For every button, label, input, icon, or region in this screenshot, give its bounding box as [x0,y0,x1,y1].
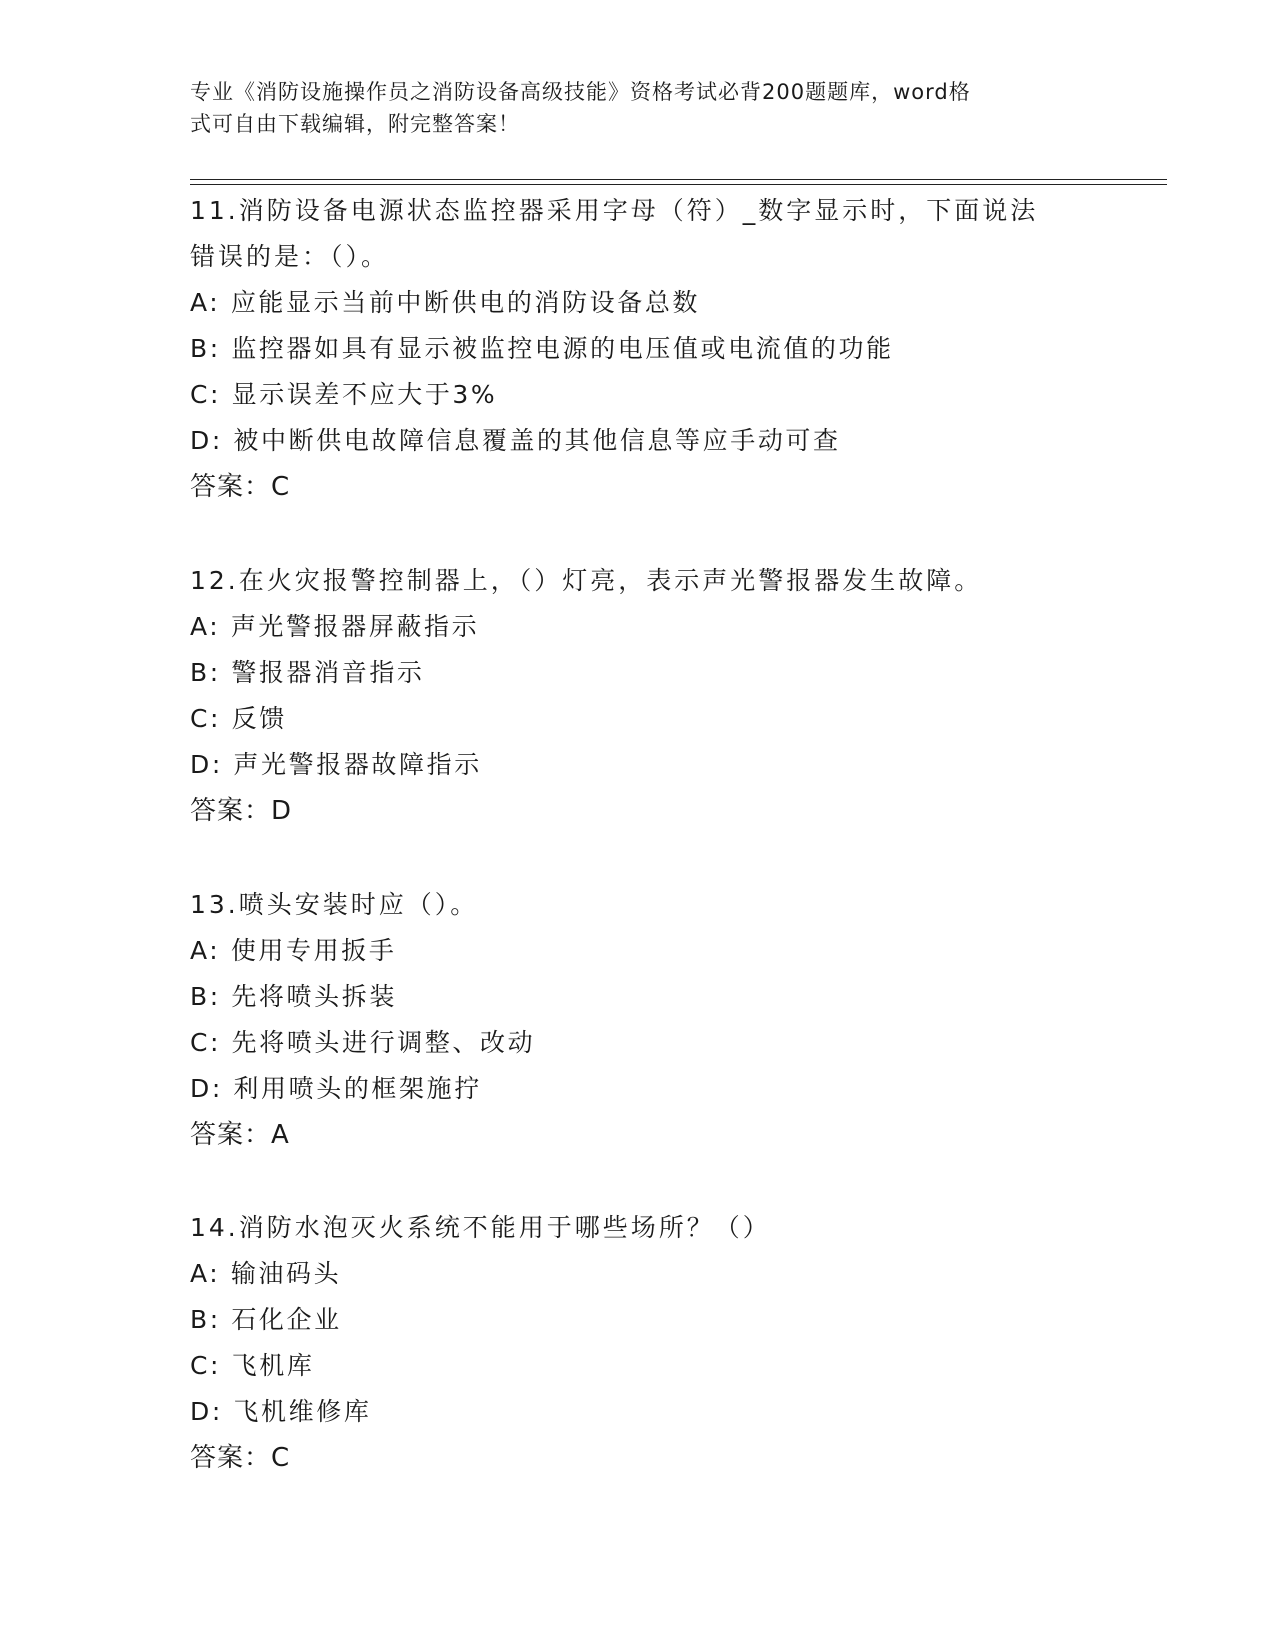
option-c: C: 显示误差不应大于3% [190,380,498,409]
document-header [190,76,1090,140]
option-c: C: 反馈 [190,704,287,733]
answer: 答案：C [190,1443,291,1473]
header-line-1: 专业《消防设施操作员之消防设备高级技能》资格考试必背200题题库，word格 [190,80,971,104]
question-11 [190,188,1090,510]
question-stem: 13.喷头安装时应（）。 [190,890,479,919]
question-13 [190,882,1090,1158]
answer: 答案：C [190,472,291,502]
answer: 答案：A [190,1120,290,1150]
question-stem: 12.在火灾报警控制器上，（）灯亮，表示声光警报器发生故障。 [190,566,983,595]
header-divider-bottom [190,184,1167,185]
option-a: A: 使用专用扳手 [190,936,397,965]
header-divider-top [190,179,1167,180]
question-14 [190,1205,1090,1481]
option-d: D: 飞机维修库 [190,1397,372,1426]
option-c: C: 先将喷头进行调整、改动 [190,1028,536,1057]
question-stem: 11.消防设备电源状态监控器采用字母（符）_数字显示时，下面说法 [190,196,1039,225]
option-b: B: 石化企业 [190,1305,342,1334]
question-stem: 14.消防水泡灭火系统不能用于哪些场所？（） [190,1213,771,1242]
option-d: D: 被中断供电故障信息覆盖的其他信息等应手动可查 [190,426,841,455]
question-stem: 错误的是：（）。 [190,242,390,271]
option-c: C: 飞机库 [190,1351,315,1380]
option-a: A: 应能显示当前中断供电的消防设备总数 [190,288,701,317]
option-a: A: 声光警报器屏蔽指示 [190,612,480,641]
option-d: D: 声光警报器故障指示 [190,750,482,779]
option-b: B: 警报器消音指示 [190,658,425,687]
answer: 答案：D [190,796,293,826]
question-12 [190,558,1090,834]
header-line-2: 式可自由下载编辑，附完整答案！ [190,112,520,136]
option-d: D: 利用喷头的框架施拧 [190,1074,482,1103]
option-b: B: 先将喷头拆装 [190,982,397,1011]
option-b: B: 监控器如具有显示被监控电源的电压值或电流值的功能 [190,334,894,363]
option-a: A: 输油码头 [190,1259,342,1288]
